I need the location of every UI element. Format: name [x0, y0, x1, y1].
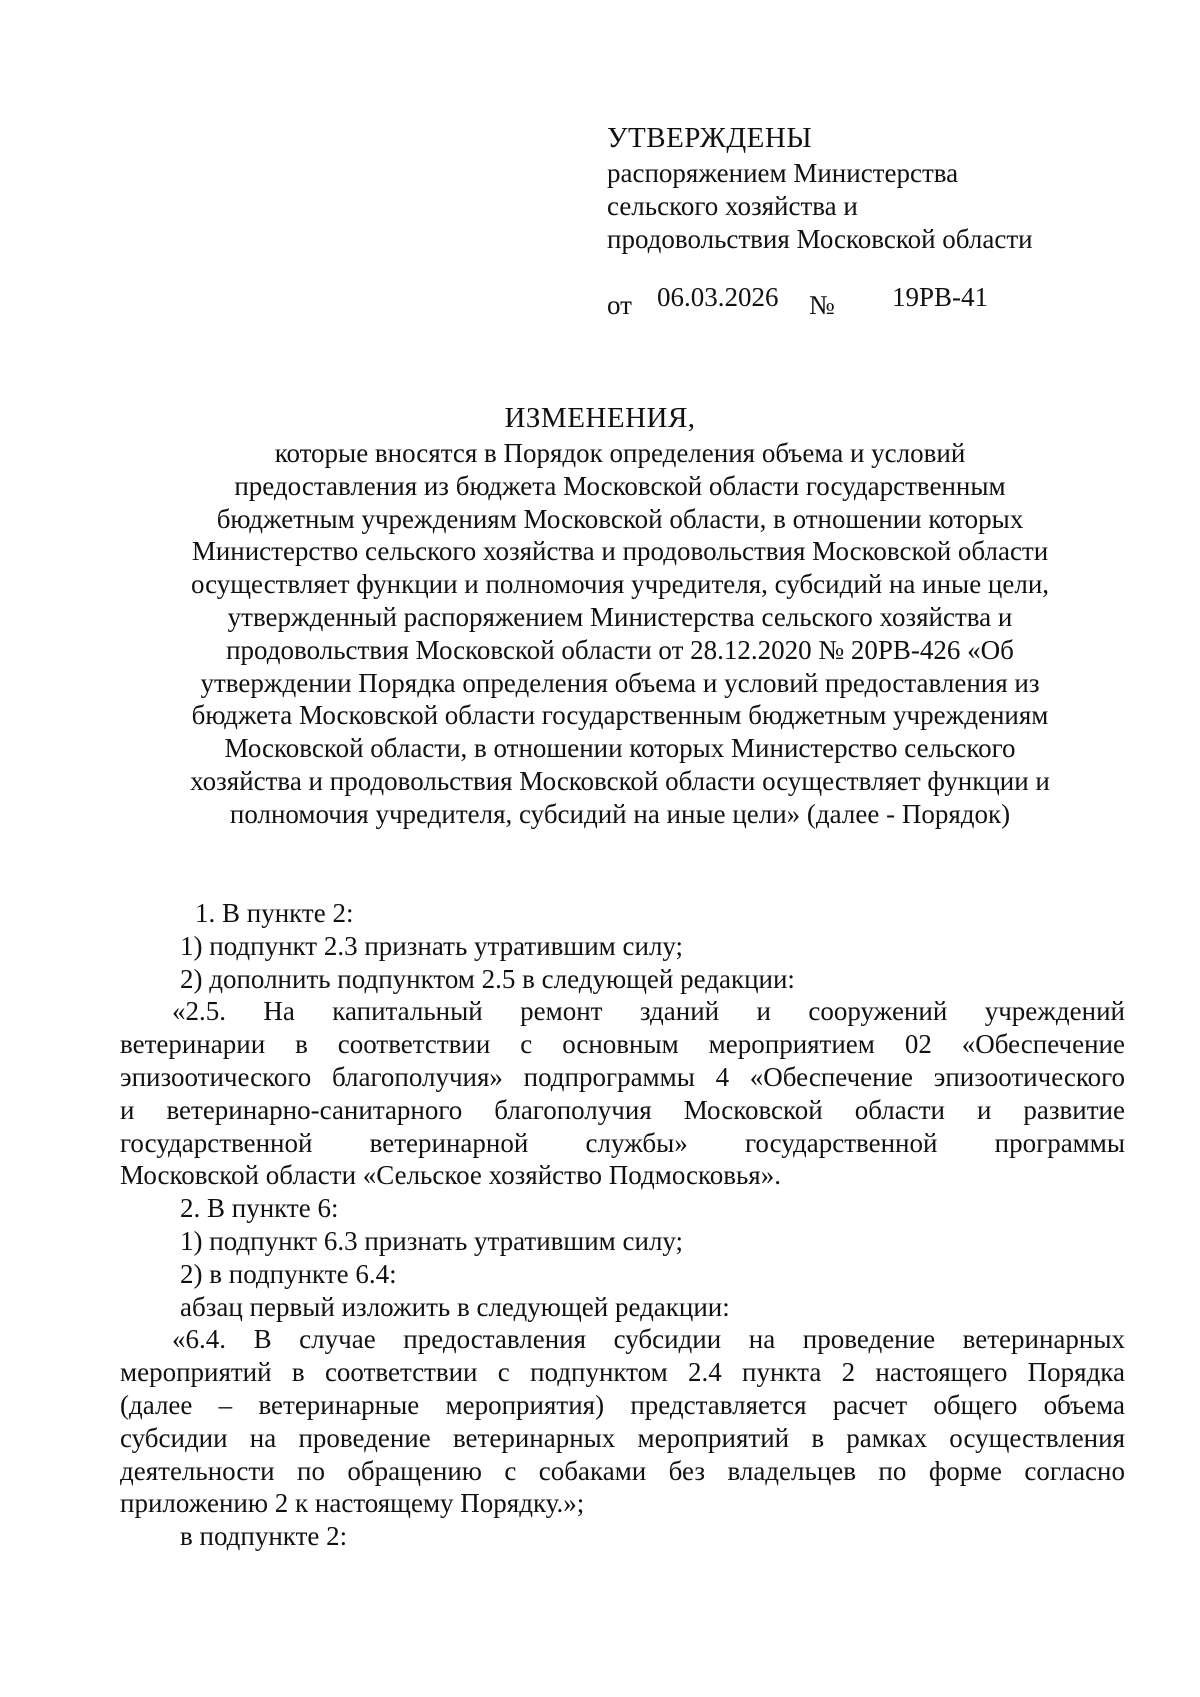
quote-line: и ветеринарно-санитарного благополучия Московской области и развитие	[120, 1094, 1125, 1125]
subtitle-line: Московской области, в отношении которых Министерство сельского	[224, 733, 1016, 764]
quote-line: эпизоотического благополучия» подпрограммы 4 «Обеспечение эпизоотического	[120, 1061, 1125, 1092]
subtitle-line: бюджета Московской области государственным бюджетным учреждениям	[191, 700, 1049, 731]
subtitle-line: которые вносятся в Порядок определения объема и условий	[274, 438, 966, 468]
item-2-sub-1: 1) подпункт 6.3 признать утратившим силу;	[180, 1225, 684, 1256]
document-subtitle	[190, 437, 1050, 831]
approval-line-2: сельского хозяйства и	[607, 191, 858, 221]
approval-date: 06.03.2026	[657, 282, 779, 312]
approval-line-3: продовольствия Московской области	[607, 224, 1033, 254]
approval-number: 19РВ-41	[892, 282, 989, 312]
item-2: 2. В пункте 6:	[180, 1193, 339, 1224]
quote-line: ветеринарии в соответствии с основным мероприятием 02 «Обеспечение	[120, 1029, 1125, 1060]
approval-line-1: распоряжением Министерства	[607, 158, 959, 188]
paragraph-tail: в подпункте 2:	[180, 1521, 348, 1552]
quote-line: государственной ветеринарной службы» государственной программы	[120, 1127, 1125, 1158]
number-sign: №	[809, 290, 835, 320]
quote-line: «6.4. В случае предоставления субсидии на проведение ветеринарных	[172, 1324, 1125, 1355]
quote-line: деятельности по обращению с собаками без владельцев по форме согласно	[120, 1455, 1125, 1486]
subtitle-line: хозяйства и продовольствия Московской области осуществляет функции и	[190, 765, 1050, 796]
document-title: ИЗМЕНЕНИЯ,	[504, 402, 696, 434]
approval-title: УТВЕРЖДЕНЫ	[607, 122, 813, 154]
subtitle-line: утвержденный распоряжением Министерства сельского хозяйства и	[227, 601, 1013, 632]
paragraph-abzac: абзац первый изложить в следующей редакции:	[180, 1291, 730, 1322]
quote-2-5	[120, 995, 1125, 1192]
item-2-sub-2: 2) в подпункте 6.4:	[180, 1258, 397, 1289]
subtitle-line: бюджетным учреждениям Московской области, в отношении которых	[216, 503, 1024, 534]
subtitle-line: утверждении Порядка определения объема и условий предоставления из	[200, 667, 1040, 698]
subtitle-line: осуществляет функции и полномочия учредителя, субсидий на иные цели,	[190, 569, 1050, 600]
approval-block	[607, 122, 1127, 256]
item-1-sub-2: 2) дополнить подпунктом 2.5 в следующей редакции:	[180, 963, 795, 994]
quote-line: мероприятий в соответствии с подпунктом 2.4 пункта 2 настоящего Порядка	[120, 1357, 1125, 1388]
item-1-sub-1: 1) подпункт 2.3 признать утратившим силу;	[180, 930, 684, 961]
item-1: 1. В пункте 2:	[195, 898, 354, 928]
subtitle-line: полномочия учредителя, субсидий на иные цели» (далее - Порядок)	[229, 798, 1011, 829]
from-label: от	[607, 290, 632, 320]
subtitle-line: предоставления из бюджета Московской области государственным	[234, 470, 1006, 501]
document-body	[120, 897, 1125, 1553]
subtitle-line: продовольствия Московской области от 28.12.2020 № 20РВ-426 «Об	[226, 634, 1014, 665]
quote-line: приложению 2 к настоящему Порядку.»;	[120, 1488, 585, 1519]
subtitle-line: Министерство сельского хозяйства и продовольствия Московской области	[191, 536, 1049, 567]
quote-line: «2.5. На капитальный ремонт зданий и сооружений учреждений	[172, 996, 1125, 1027]
quote-line: Московской области «Сельское хозяйство Подмосковья».	[120, 1160, 781, 1191]
quote-6-4	[120, 1323, 1125, 1520]
quote-line: субсидии на проведение ветеринарных мероприятий в рамках осуществления	[120, 1422, 1125, 1453]
approval-date-row	[607, 282, 1127, 322]
quote-line: (далее – ветеринарные мероприятия) представляется расчет общего объема	[120, 1389, 1125, 1420]
